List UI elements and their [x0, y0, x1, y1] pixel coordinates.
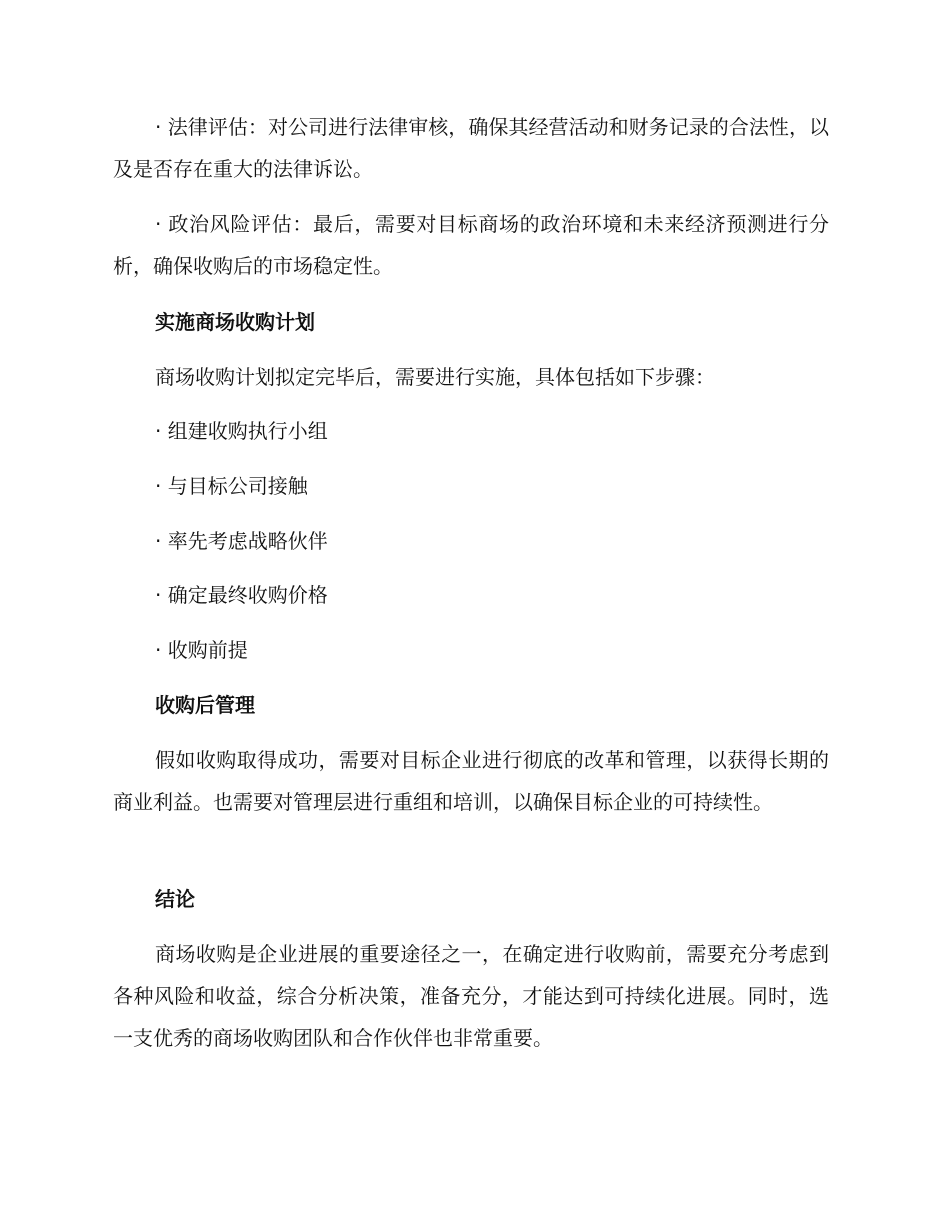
step-list-item: · 收购前提	[155, 638, 248, 662]
post-acquisition-paragraph: 假如收购取得成功，需要对目标企业进行彻底的改革和管理，以获得长期的商业利益。也需要对管理层进行重组和培训，以确保目标企业的可持续性。	[113, 748, 829, 814]
legal-assessment-paragraph: · 法律评估：对公司进行法律审核，确保其经营活动和财务记录的合法性，以及是否存在重大的法律诉讼。	[113, 115, 829, 181]
step-list-item: · 确定最终收购价格	[155, 583, 328, 607]
step-list-item: · 与目标公司接触	[155, 474, 308, 498]
post-acquisition-heading: 收购后管理	[155, 693, 255, 717]
step-list-item: · 率先考虑战略伙伴	[155, 529, 328, 553]
implement-intro-paragraph: 商场收购计划拟定完毕后，需要进行实施，具体包括如下步骤：	[155, 365, 715, 389]
political-risk-paragraph: · 政治风险评估：最后，需要对目标商场的政治环境和未来经济预测进行分析，确保收购后的市场稳定性。	[113, 212, 829, 278]
conclusion-heading: 结论	[155, 887, 195, 911]
implement-plan-heading: 实施商场收购计划	[155, 310, 315, 334]
step-list-item: · 组建收购执行小组	[155, 419, 328, 443]
conclusion-paragraph: 商场收购是企业进展的重要途径之一，在确定进行收购前，需要充分考虑到各种风险和收益，综合分析决策，准备充分，才能达到可持续化进展。同时，选一支优秀的商场收购团队和合作伙伴也非常重要。	[113, 942, 829, 1050]
